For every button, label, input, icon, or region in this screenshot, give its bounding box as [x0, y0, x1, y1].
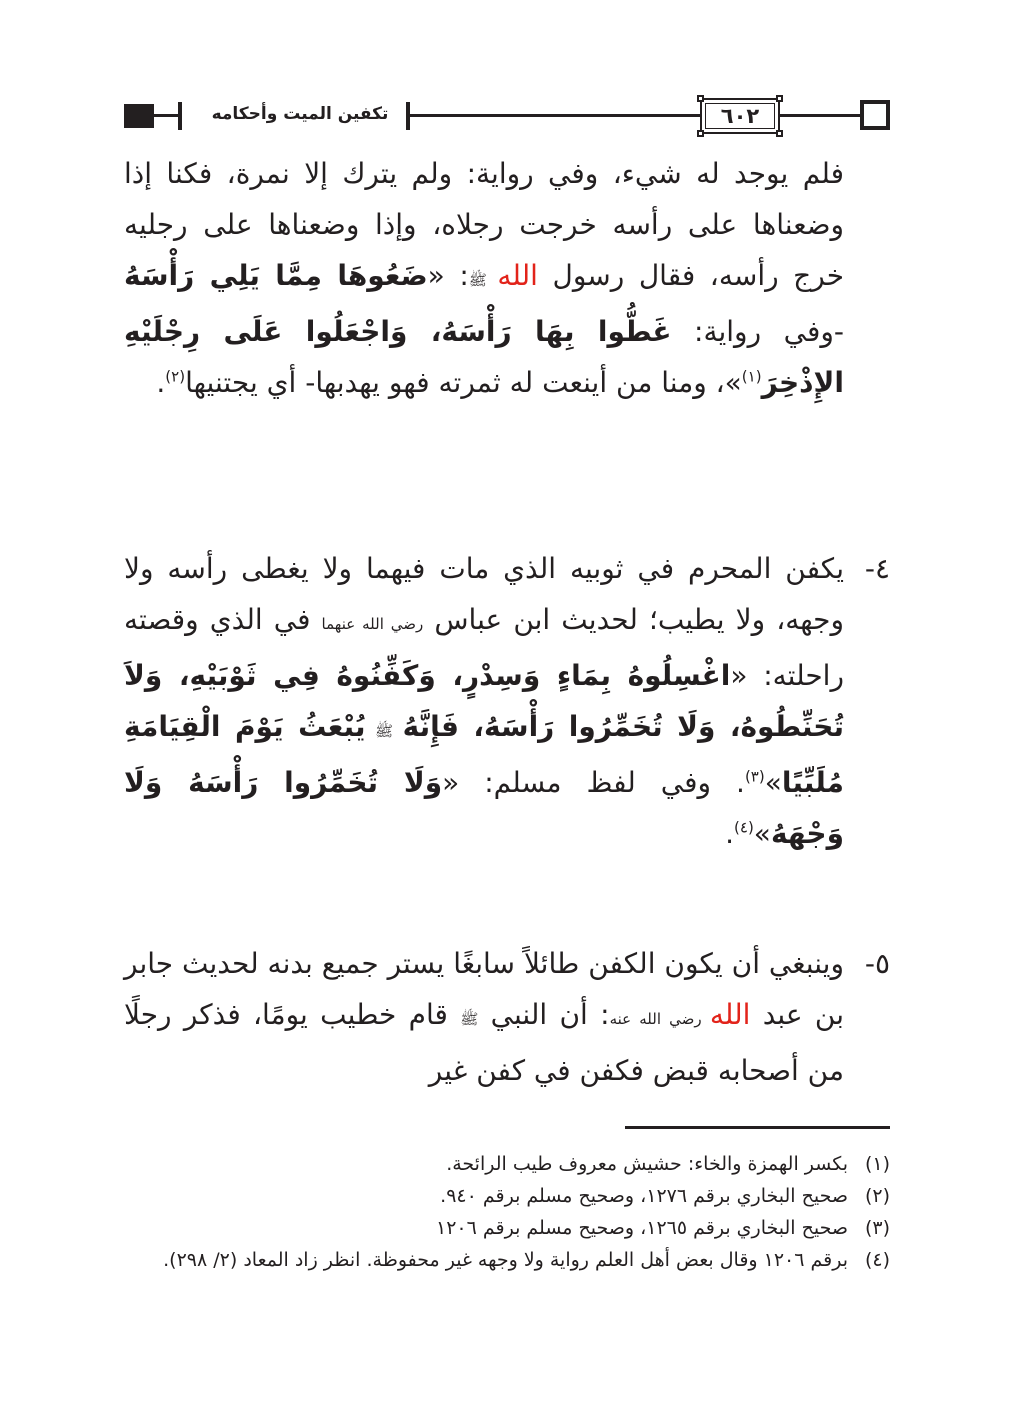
red-word: الله — [497, 259, 538, 292]
text-run: قام خطيب يومًا، فذكر رجلًا من أصحابه قبض فكفن في كفن غير — [124, 998, 844, 1087]
text-run: فلم يوجد له شيء، وفي رواية: ولم يترك إلا نمرة، فكنا إذا وضعناها على رأسه خرجت رجلاه، وإذا وضعناها على رجليه خرج رأسه، فقال رسول — [124, 157, 845, 292]
footnote-ref: (١) — [741, 367, 762, 386]
header-left-block — [124, 104, 154, 128]
footnotes — [124, 1148, 890, 1276]
text-run: وينبغي أن يكون الكفن طائلاً سابغًا يستر جميع بدنه لحديث جابر بن عبد — [124, 947, 845, 1031]
paragraph-item-5 — [124, 938, 890, 1096]
text-run: »، ومنا من أينعت له ثمرته فهو يهدبها- أي يجتنيها — [185, 366, 742, 399]
quote-text: وَلَا تُخَمِّرُوا رَأْسَهُ وَلَا وَجْهَهُ — [124, 766, 844, 850]
text-run: يكفن المحرم في ثوبيه الذي مات فيهما ولا يغطى رأسه ولا وجهه، ولا يطيب؛ لحديث ابن عباس — [124, 552, 844, 636]
honorific: رضي الله عنهما — [321, 615, 424, 633]
text-run: . وفي لفظ مسلم: « — [442, 766, 745, 799]
header-rule-right — [780, 114, 862, 117]
text-run: » — [764, 766, 782, 799]
footnote-item — [124, 1212, 890, 1244]
footnote-text: صحيح البخاري برقم ١٢٧٦، وصحيح مسلم برقم ٩٤٠. — [440, 1185, 848, 1207]
footnote-text: برقم ١٢٠٦ وقال بعض أهل العلم رواية ولا وجهه غير محفوظة. انظر زاد المعاد (٢/ ٢٩٨). — [163, 1249, 848, 1271]
footnote-number: (٣) — [864, 1217, 890, 1239]
quote-text: اغْسِلُوهُ بِمَاءٍ وَسِدْرٍ، وَكَفِّنُوهُ فِي ثَوْبَيْهِ، وَلاَ تُحَنِّطُوهُ، وَلَا تُخَمِّرُوا رَأْسَهُ، فَإِنَّهُ — [124, 659, 844, 743]
honorific: رضي الله عنه — [609, 1010, 710, 1028]
header-bar-left — [178, 102, 182, 130]
frame-corner — [776, 95, 783, 102]
footnote-text: بكسر الهمزة والخاء: حشيش معروف طيب الرائحة. — [446, 1153, 848, 1175]
item-number: ٤- — [864, 552, 890, 585]
footnote-number: (٢) — [864, 1185, 890, 1207]
item-number: ٥- — [864, 947, 890, 980]
frame-corner — [697, 130, 704, 137]
text-run: -وفي رواية: — [671, 315, 844, 348]
text-run: : أن النبي — [478, 998, 610, 1031]
page-number: ٦٠٢ — [720, 104, 760, 128]
text-run: . — [725, 817, 735, 850]
footnote-number: (٤) — [864, 1249, 890, 1271]
item-body — [124, 938, 890, 1096]
item-body — [124, 543, 890, 859]
footnote-separator — [625, 1126, 890, 1129]
footnote-item — [124, 1148, 890, 1180]
footnote-ref: (٢) — [165, 367, 186, 386]
header-right-box — [860, 100, 890, 130]
footnote-item — [124, 1244, 890, 1276]
paragraph-item-4 — [124, 543, 890, 859]
text-run: : « — [427, 259, 469, 292]
honorific: ﷺ — [460, 1010, 479, 1028]
page-number-frame — [700, 98, 780, 134]
page-header — [124, 96, 890, 138]
paragraph-continued — [124, 148, 844, 408]
text-run: » — [753, 817, 771, 850]
footnote-number: (١) — [864, 1153, 890, 1175]
quote-text: غَطُّوا بِهَا رَأْسَهُ، وَاجْعَلُوا عَلَى رِجْلَيْهِ الإِذْخِرَ — [124, 315, 844, 399]
quote-text: ضَعُوهَا مِمَّا يَلِي رَأْسَهُ — [124, 259, 428, 292]
running-title: تكفين الميت وأحكامه — [200, 102, 400, 126]
footnote-ref: (٤) — [734, 818, 754, 837]
quote-text: يُبْعَثُ يَوْمَ الْقِيَامَةِ مُلَبِّيًا — [124, 710, 844, 799]
frame-corner — [776, 130, 783, 137]
red-word: الله — [709, 998, 751, 1031]
honorific: ﷺ — [468, 271, 498, 289]
header-rule-mid — [410, 114, 702, 117]
honorific: ﷺ — [365, 722, 403, 740]
frame-corner — [697, 95, 704, 102]
header-rule-left — [154, 114, 180, 117]
footnote-ref: (٣) — [744, 767, 765, 786]
footnote-item — [124, 1180, 890, 1212]
footnote-text: صحيح البخاري برقم ١٢٦٥، وصحيح مسلم برقم ١٢٠٦ — [435, 1217, 848, 1239]
text-run: . — [156, 366, 166, 399]
text-run: في الذي وقصته راحلته: « — [124, 603, 844, 692]
